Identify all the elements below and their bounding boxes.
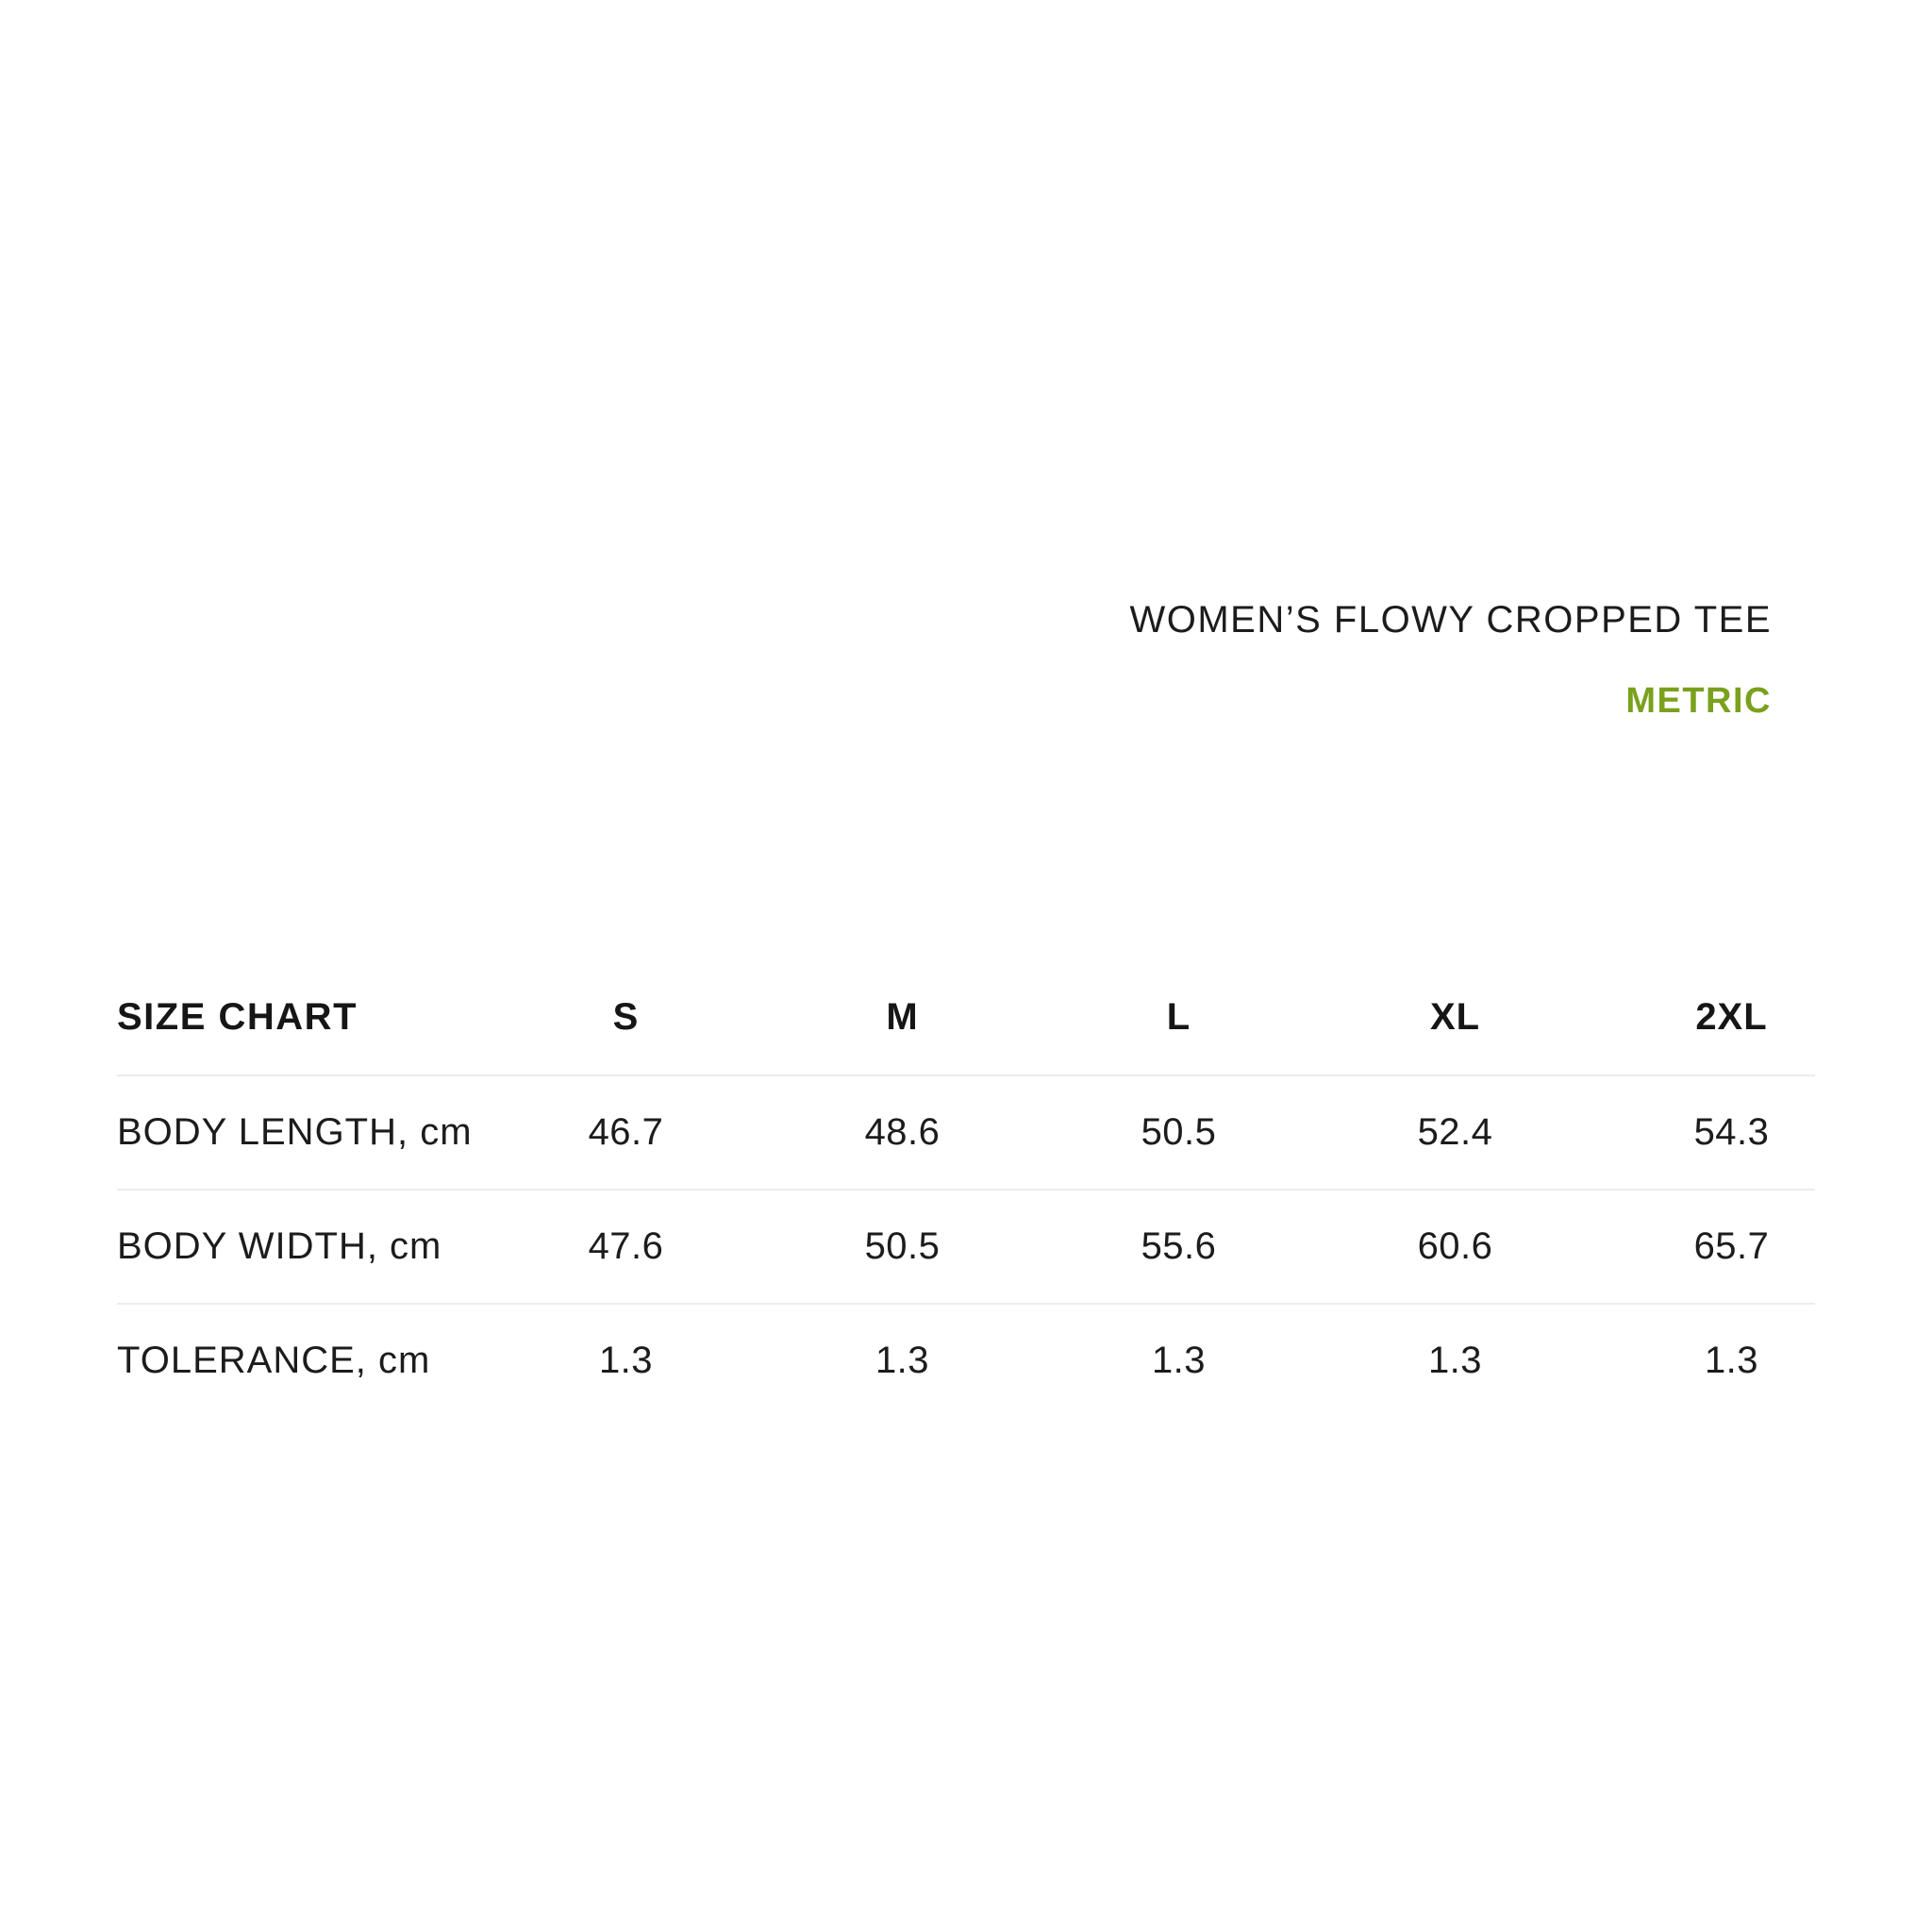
size-value-cell: 52.4 [1417,1111,1493,1153]
size-value-cell: 47.6 [588,1225,664,1267]
size-value-cell: 50.5 [1141,1111,1217,1153]
table-row-body-length [117,1076,1870,1189]
size-value-cell: 1.3 [598,1340,654,1381]
column-header-s: S [612,995,640,1038]
column-header-m: M [886,995,919,1038]
column-header-xl: XL [1429,995,1481,1038]
table-row-tolerance [117,1305,1870,1417]
size-value-cell: 55.6 [1141,1225,1217,1267]
column-header-l: L [1166,995,1191,1038]
size-value-cell: 46.7 [588,1111,664,1153]
row-label-tolerance: TOLERANCE, cm [117,1340,431,1381]
size-value-cell: 48.6 [864,1111,941,1153]
size-chart-heading: SIZE CHART [117,995,358,1038]
unit-toggle-metric[interactable]: METRIC [1625,681,1772,721]
size-value-cell: 1.3 [1704,1340,1759,1381]
size-value-cell: 1.3 [874,1340,930,1381]
row-label-body-width: BODY WIDTH, cm [117,1225,442,1267]
size-value-cell: 1.3 [1427,1340,1483,1381]
size-value-cell: 54.3 [1693,1111,1770,1153]
size-value-cell: 50.5 [864,1225,941,1267]
product-title: WOMEN’S FLOWY CROPPED TEE [1129,599,1772,641]
column-header-2xl: 2XL [1695,995,1768,1038]
size-chart-table [117,959,1870,1417]
row-label-body-length: BODY LENGTH, cm [117,1111,473,1153]
size-value-cell: 60.6 [1417,1225,1493,1267]
table-header-row [117,959,1870,1074]
size-value-cell: 65.7 [1693,1225,1770,1267]
table-row-body-width [117,1191,1870,1303]
size-value-cell: 1.3 [1151,1340,1207,1381]
